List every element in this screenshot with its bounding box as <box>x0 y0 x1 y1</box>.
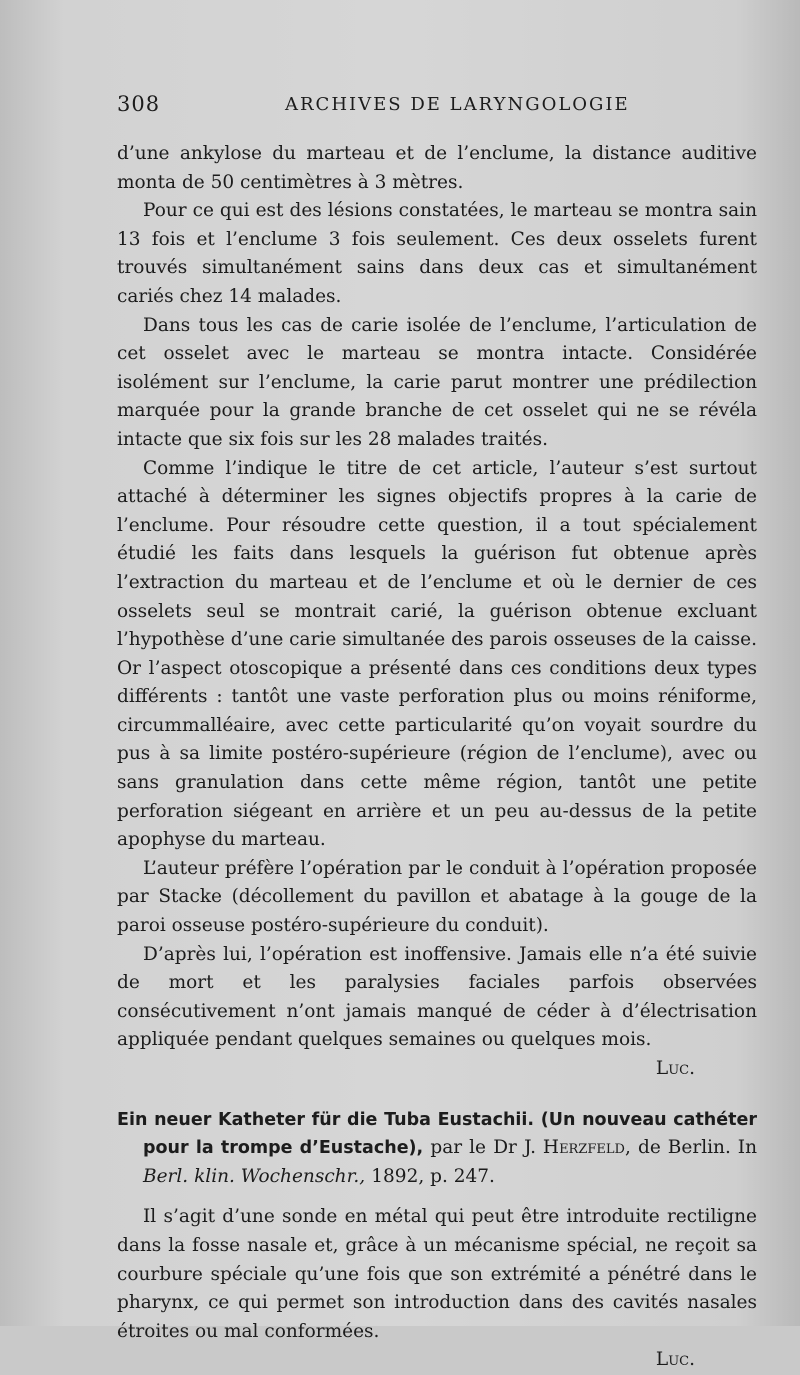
paragraph: Pour ce qui est des lésions constatées, le marteau se montra sain 13 fois et l’enclume 3 fois seulement. Ces deux osselets furent trouvés simultanément sains dans deux cas et simultanément cariés chez 14 malades. <box>117 200 757 307</box>
paragraph <box>117 941 757 1084</box>
paragraph-text: D’après lui, l’opération est inoffensive. Jamais elle n’a été suivie de mort et les paralysies faciales parfois observées consécutivement n’ont jamais manqué de céder à d’électrisation appliquée pendant quelques semaines ou quelques mois. <box>117 943 757 1051</box>
review-location: de Berlin. In <box>638 1137 758 1159</box>
review-text: Il s’agit d’une sonde en métal qui peut être introduite rectiligne dans la fosse nasale et, grâce à un mécanisme spécial, ne reçoit sa courbure spéciale qu’une fois que son extrémité a pénétré dans le pharynx, ce qui permet son introduction dans des cavités nasales étroites ou mal conformées. <box>117 1206 757 1342</box>
review-by: par le <box>430 1137 486 1159</box>
paragraph: Dans tous les cas de carie isolée de l’enclume, l’articulation de cet osselet avec le marteau se montra intacte. Considérée isolément sur l’enclume, la carie parut montrer une prédilection marquée pour la grande branche de cet osselet qui ne se révéla intacte que six fois sur les 28 malades traités. <box>117 314 757 450</box>
page-header <box>117 92 757 122</box>
running-title: ARCHIVES DE LARYNGOLOGIE <box>285 94 630 115</box>
review-signature: Luc. <box>655 1349 695 1371</box>
review-title: Ein neuer Katheter für die Tuba Eustachii. (Un nouveau cathéter pour la trompe d’Eustache), <box>117 1109 757 1159</box>
review-doctor: Dr <box>493 1137 517 1159</box>
page-number: 308 <box>117 92 161 116</box>
paragraph: Comme l’indique le titre de cet article, l’auteur s’est surtout attaché à déterminer les signes objectifs propres à la carie de l’enclume. Pour résoudre cette question, il a tout spécialement étudié les faits dans lesquels la guérison fut obtenue après l’extraction du marteau et de l’enclume et où le dernier de ces osselets seul se montrait carié, la guérison obtenue excluant l’hypothèse d’une carie simultanée des parois osseuses de la caisse. Or l’aspect otoscopique a présenté dans ces conditions deux types différents : tantôt une vaste perforation plus ou moins réniforme, circummalléaire, avec cette particularité qu’on voyait sourdre du pus à sa limite postéro-supérieure (région de l’enclume), avec ou sans granulation dans cette même région, tantôt une petite perforation siégeant en arrière et un peu au-dessus de la petite apophyse du marteau. <box>117 457 757 851</box>
review-paragraph <box>117 1203 757 1375</box>
review-heading <box>117 1106 757 1192</box>
review-citation: 1892, p. 247. <box>371 1165 495 1187</box>
paragraph: L’auteur préfère l’opération par le conduit à l’opération proposée par Stacke (décollement du pavillon et abatage à la gouge de la paroi osseuse postéro-supérieure du conduit). <box>117 857 757 937</box>
paragraph-continuation: d’une ankylose du marteau et de l’enclume, la distance auditive monta de 50 centimètres à 3 mètres. <box>117 143 757 193</box>
signature: Luc. <box>655 1058 695 1079</box>
review-author: J. Herzfeld, <box>524 1137 631 1159</box>
article-body <box>117 140 757 1375</box>
review-journal: Berl. klin. Wochenschr., <box>143 1165 366 1187</box>
